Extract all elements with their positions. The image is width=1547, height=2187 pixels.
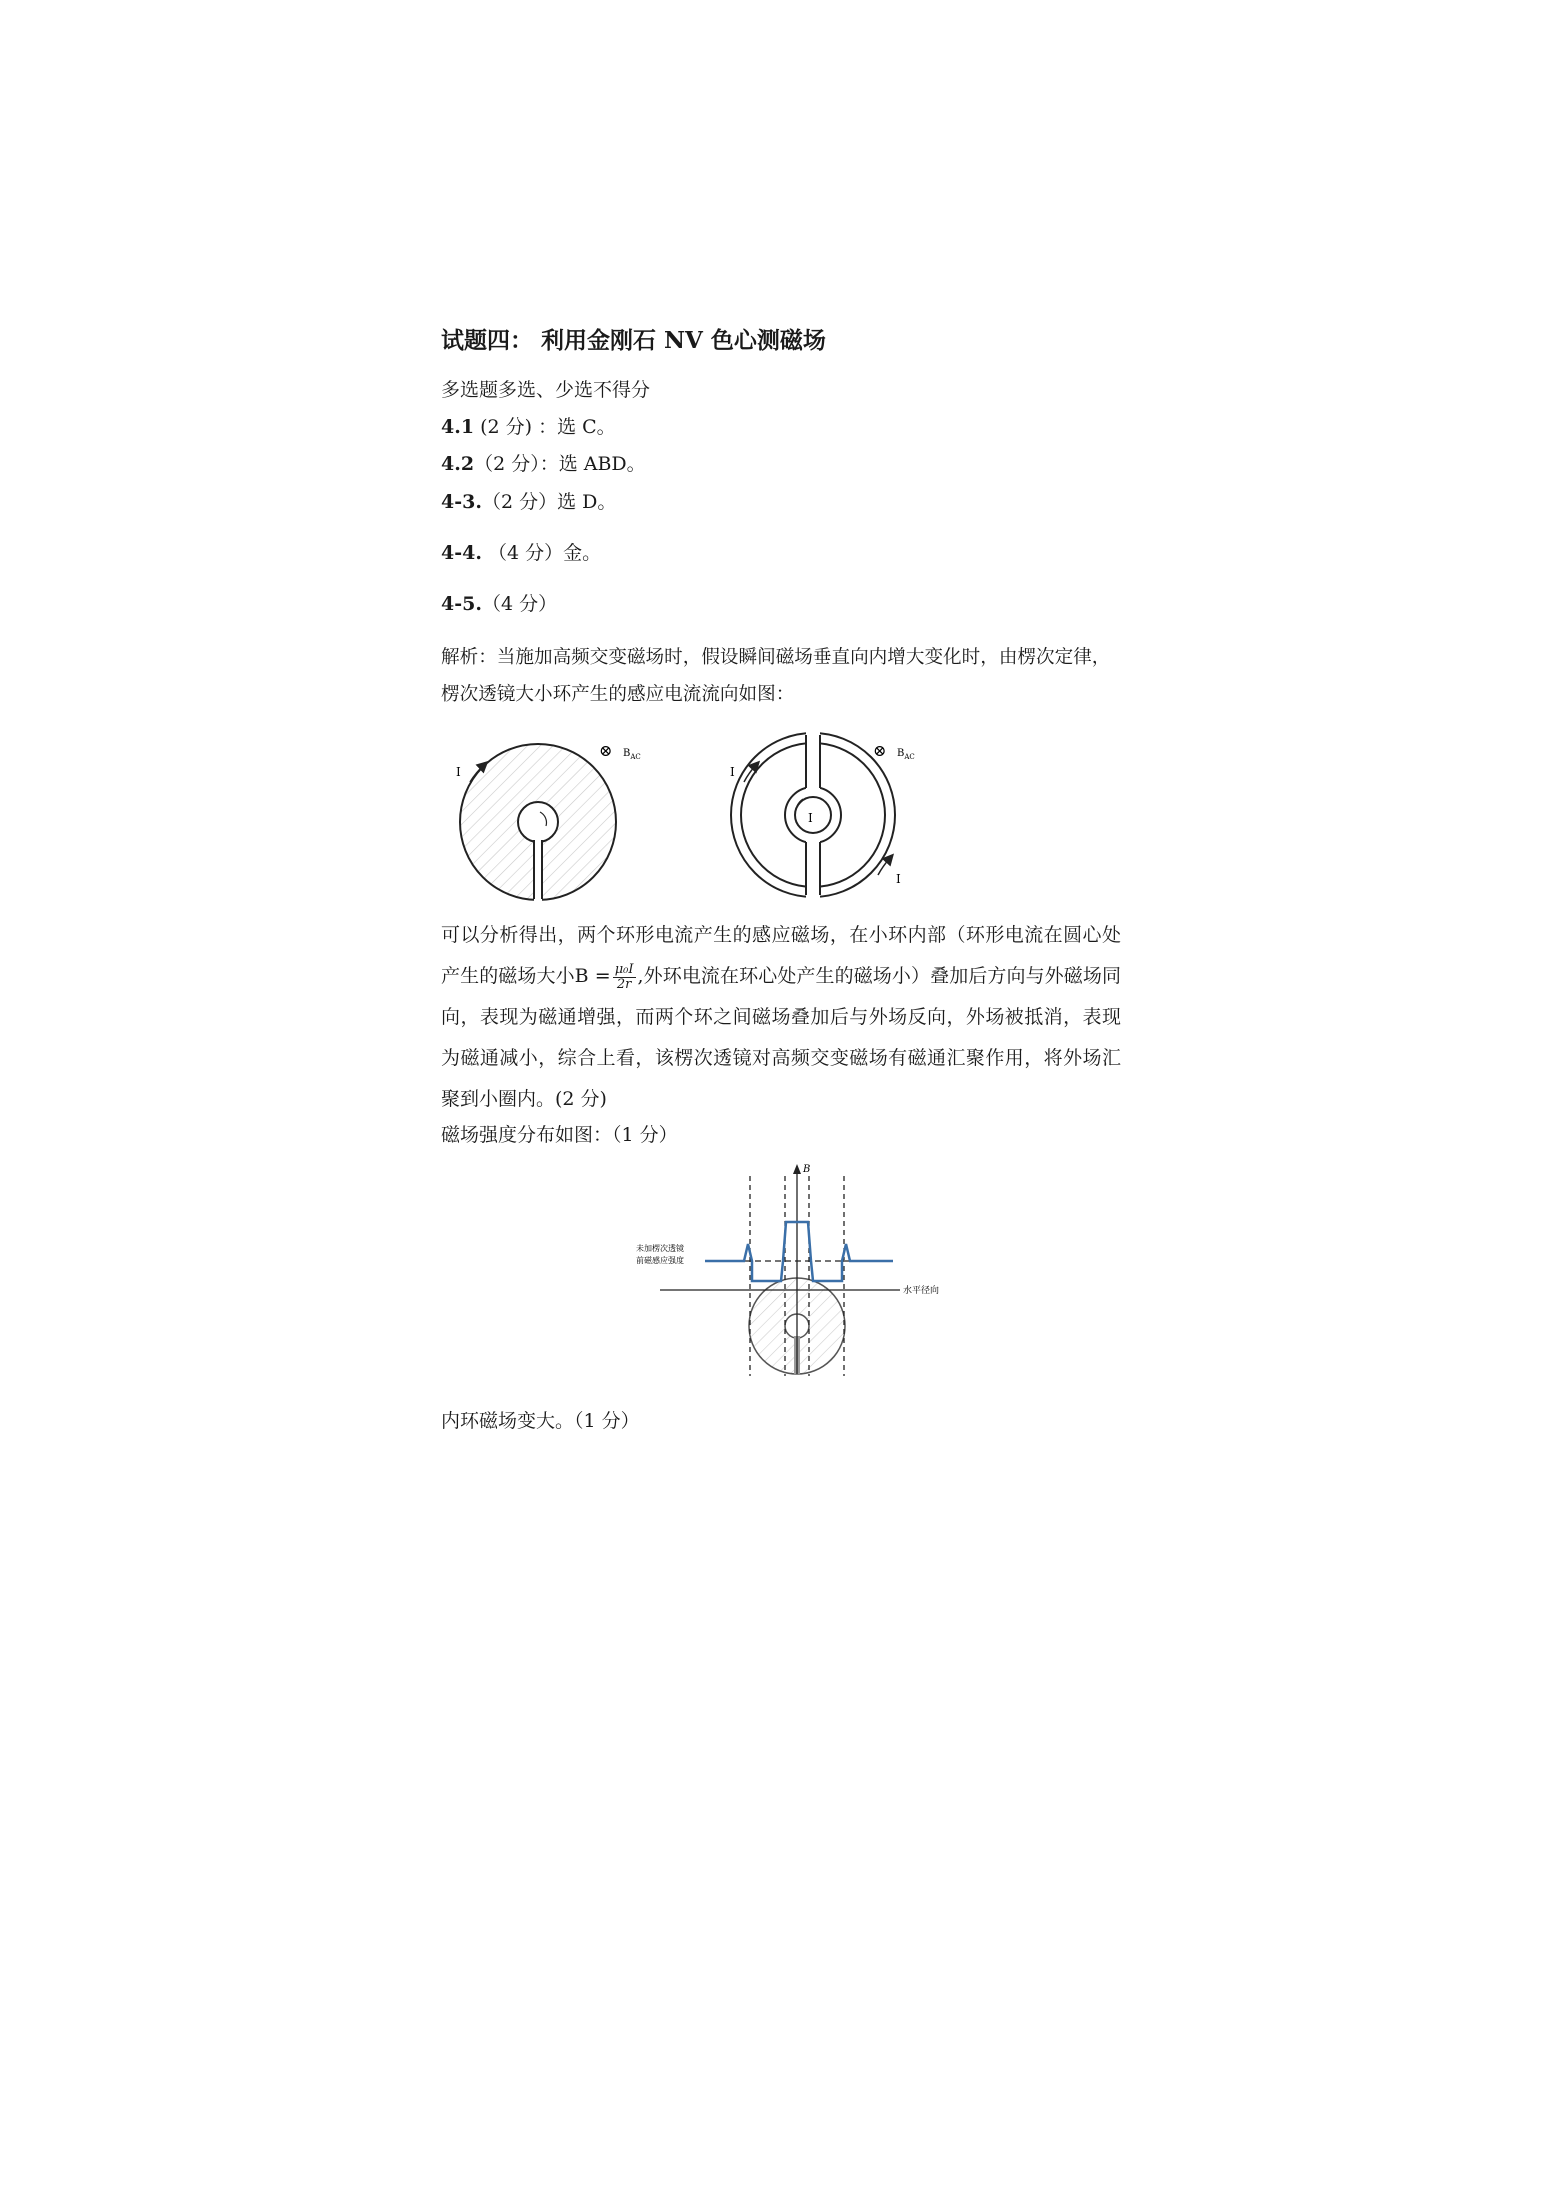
legend-line-2: 前磁感应强度	[636, 1256, 684, 1265]
answer-text: (2 分) ：选 C。	[474, 416, 616, 438]
field-label: $B_{AC}$	[897, 748, 915, 761]
answer-text: （2 分）选 D。	[481, 491, 617, 513]
conclusion: 内环磁场变大。（1 分）	[441, 1410, 640, 1432]
analysis-line-2: 楞次透镜大小环产生的感应电流流向如图：	[441, 684, 795, 705]
field-into-page-icon: ⊗	[873, 741, 887, 760]
y-axis-label: B	[803, 1164, 811, 1175]
analysis-line-1: 解析：当施加高频交变磁场时，假设瞬间磁场垂直向内增大变化时，由楞次定律，	[441, 647, 1111, 668]
current-label: I	[456, 765, 461, 779]
answer-text: （2 分）：选 ABD。	[474, 453, 646, 475]
paragraph-text: ,外环电流在环心处产生的磁场小）叠加后方向与外磁场同向，表现为磁通增强，而两个环之间磁场叠加后与外场反向，外场被抵消，表现为磁通减小，综合上看，该楞次透镜对高频交变磁场有磁通汇聚作用，将外场汇聚到小圈内。(2 分)	[441, 965, 1121, 1110]
x-axis-label: 水平径向	[903, 1286, 940, 1296]
formula-fraction: $\frac{\text{μ₀I}}{2r}$	[614, 961, 634, 992]
field-label: $B_{AC}$	[623, 748, 641, 761]
current-label: I	[730, 765, 735, 779]
current-label: I	[896, 872, 901, 886]
answer-text: （4 分）金。	[481, 542, 602, 564]
intro-note: 多选题多选、少选不得分	[441, 379, 651, 401]
answer-number: 4-4.	[441, 542, 482, 564]
answer-number: 4-3.	[441, 491, 482, 513]
answer-number: 4-5.	[441, 593, 482, 615]
answer-number: 4.1	[441, 416, 475, 438]
legend-line-1: 未加楞次透镜	[636, 1244, 684, 1253]
y-axis-arrow-icon	[793, 1164, 801, 1174]
question-title: 试题四： 利用金刚石 NV 色心测磁场	[441, 327, 826, 354]
answer-text: （4 分）	[481, 593, 558, 615]
field-into-page-icon: ⊗	[599, 741, 613, 760]
field-curve	[705, 1222, 893, 1281]
current-label: I	[808, 811, 813, 825]
distribution-caption: 磁场强度分布如图：（1 分）	[441, 1124, 678, 1146]
paragraph-text: 可以分析得出，两个环形电流产生的感应磁场，在小环内部（环形电流在圆心处产生的磁场大小B =	[441, 924, 1121, 987]
answer-number: 4.2	[441, 453, 475, 475]
